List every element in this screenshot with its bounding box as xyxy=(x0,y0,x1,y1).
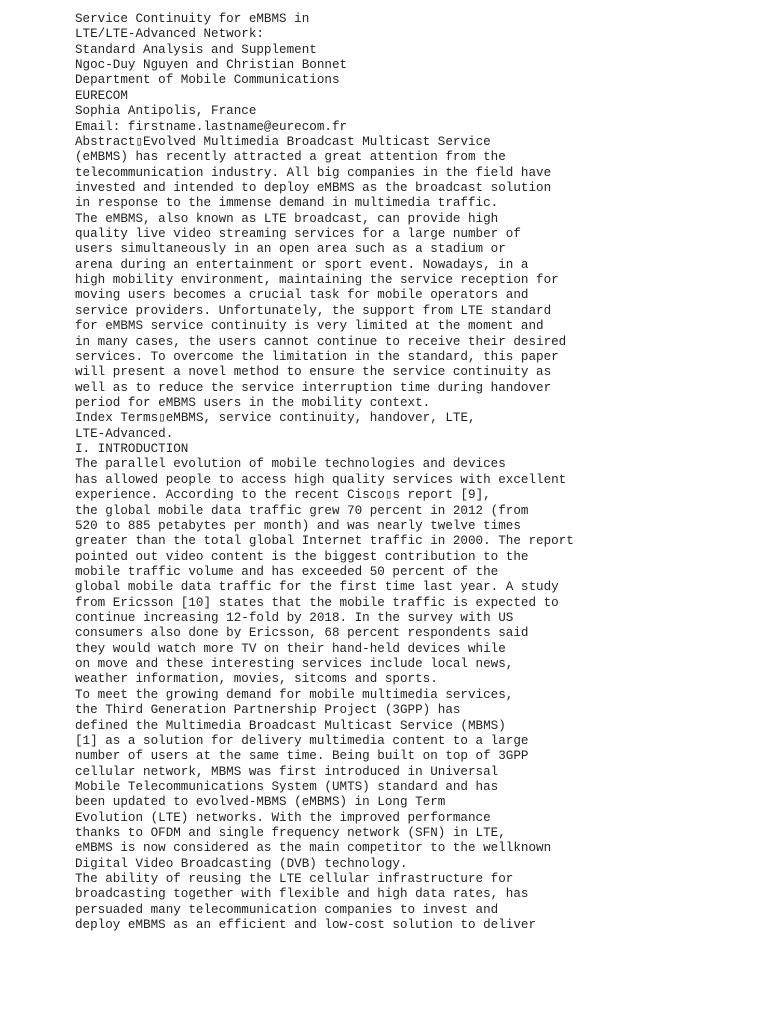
body-line: To meet the growing demand for mobile multimedia services, xyxy=(75,687,514,702)
abstract-line: in response to the immense demand in multimedia traffic. xyxy=(75,196,499,211)
abstract-line: users simultaneously in an open area such as a stadium or xyxy=(75,242,506,257)
body-line: cellular network, MBMS was first introduced in Universal xyxy=(75,764,499,779)
body-line: been updated to evolved-MBMS (eMBMS) in Long Term xyxy=(75,795,446,810)
body-line: [1] as a solution for delivery multimedia content to a large xyxy=(75,733,529,748)
body-line: greater than the total global Internet traffic in 2000. The report xyxy=(75,534,574,549)
body-line: persuaded many telecommunication companies to invest and xyxy=(75,902,499,917)
body-line: mobile traffic volume and has exceeded 50 percent of the xyxy=(75,564,499,579)
body-line: eMBMS is now considered as the main competitor to the wellknown xyxy=(75,841,552,856)
abstract-line: (eMBMS) has recently attracted a great attention from the xyxy=(75,150,506,165)
body-line: the global mobile data traffic grew 70 percent in 2012 (from xyxy=(75,503,529,518)
affiliation-department: Department of Mobile Communications xyxy=(75,73,340,88)
body-line: Mobile Telecommunications System (UMTS) standard and has xyxy=(75,779,499,794)
body-line: consumers also done by Ericsson, 68 percent respondents said xyxy=(75,626,529,641)
abstract-line: Abstract▯Evolved Multimedia Broadcast Multicast Service xyxy=(75,134,491,149)
title-line-1: Service Continuity for eMBMS in xyxy=(75,12,310,26)
body-line: has allowed people to access high quality services with excellent xyxy=(75,472,567,487)
title-line-3: Standard Analysis and Supplement xyxy=(75,42,317,57)
abstract-line: service providers. Unfortunately, the support from LTE standard xyxy=(75,303,552,318)
body-line: they would watch more TV on their hand-held devices while xyxy=(75,641,506,656)
body-line: from Ericsson [10] states that the mobile traffic is expected to xyxy=(75,595,559,610)
abstract-line: well as to reduce the service interruption time during handover xyxy=(75,380,552,395)
author-email: Email: firstname.lastname@eurecom.fr xyxy=(75,119,348,134)
body-line: number of users at the same time. Being built on top of 3GPP xyxy=(75,749,529,764)
abstract-line: high mobility environment, maintaining the service reception for xyxy=(75,273,559,288)
index-terms-line: LTE-Advanced. xyxy=(75,426,174,441)
body-line: deploy eMBMS as an efficient and low-cost solution to deliver xyxy=(75,918,537,933)
abstract-line: invested and intended to deploy eMBMS as the broadcast solution xyxy=(75,180,552,195)
authors-line: Ngoc-Duy Nguyen and Christian Bonnet xyxy=(75,58,348,73)
body-line: broadcasting together with flexible and high data rates, has xyxy=(75,887,529,902)
body-line: The parallel evolution of mobile technologies and devices xyxy=(75,457,506,472)
affiliation-institution: EURECOM xyxy=(75,88,128,103)
abstract-line: telecommunication industry. All big companies in the field have xyxy=(75,165,552,180)
paper-page xyxy=(75,12,755,934)
body-line: 520 to 885 petabytes per month) and was nearly twelve times xyxy=(75,518,521,533)
index-terms-line: Index Terms▯eMBMS, service continuity, handover, LTE, xyxy=(75,411,476,426)
body-line: Evolution (LTE) networks. With the improved performance xyxy=(75,810,491,825)
section-heading-introduction: I. INTRODUCTION xyxy=(75,442,189,457)
body-line: experience. According to the recent Cisco▯s report [9], xyxy=(75,488,491,503)
abstract-line: will present a novel method to ensure the service continuity as xyxy=(75,365,552,380)
body-line: Digital Video Broadcasting (DVB) technology. xyxy=(75,856,408,871)
abstract-line: The eMBMS, also known as LTE broadcast, can provide high xyxy=(75,211,499,226)
affiliation-location: Sophia Antipolis, France xyxy=(75,104,257,119)
body-line: global mobile data traffic for the first time last year. A study xyxy=(75,580,559,595)
body-line: The ability of reusing the LTE cellular infrastructure for xyxy=(75,872,514,887)
abstract-line: period for eMBMS users in the mobility context. xyxy=(75,395,431,410)
body-line: continue increasing 12-fold by 2018. In the survey with US xyxy=(75,611,514,626)
body-line: pointed out video content is the biggest contribution to the xyxy=(75,549,529,564)
body-line: the Third Generation Partnership Project (3GPP) has xyxy=(75,703,461,718)
title-line-2: LTE/LTE-Advanced Network: xyxy=(75,27,264,42)
abstract-line: for eMBMS service continuity is very limited at the moment and xyxy=(75,319,544,334)
abstract-line: arena during an entertainment or sport event. Nowadays, in a xyxy=(75,257,529,272)
body-line: on move and these interesting services include local news, xyxy=(75,657,514,672)
body-line: defined the Multimedia Broadcast Multicast Service (MBMS) xyxy=(75,718,506,733)
abstract-line: quality live video streaming services for a large number of xyxy=(75,227,521,242)
abstract-line: in many cases, the users cannot continue to receive their desired xyxy=(75,334,567,349)
abstract-line: moving users becomes a crucial task for mobile operators and xyxy=(75,288,529,303)
abstract-line: services. To overcome the limitation in the standard, this paper xyxy=(75,349,559,364)
body-line: thanks to OFDM and single frequency network (SFN) in LTE, xyxy=(75,826,506,841)
body-line: weather information, movies, sitcoms and sports. xyxy=(75,672,438,687)
